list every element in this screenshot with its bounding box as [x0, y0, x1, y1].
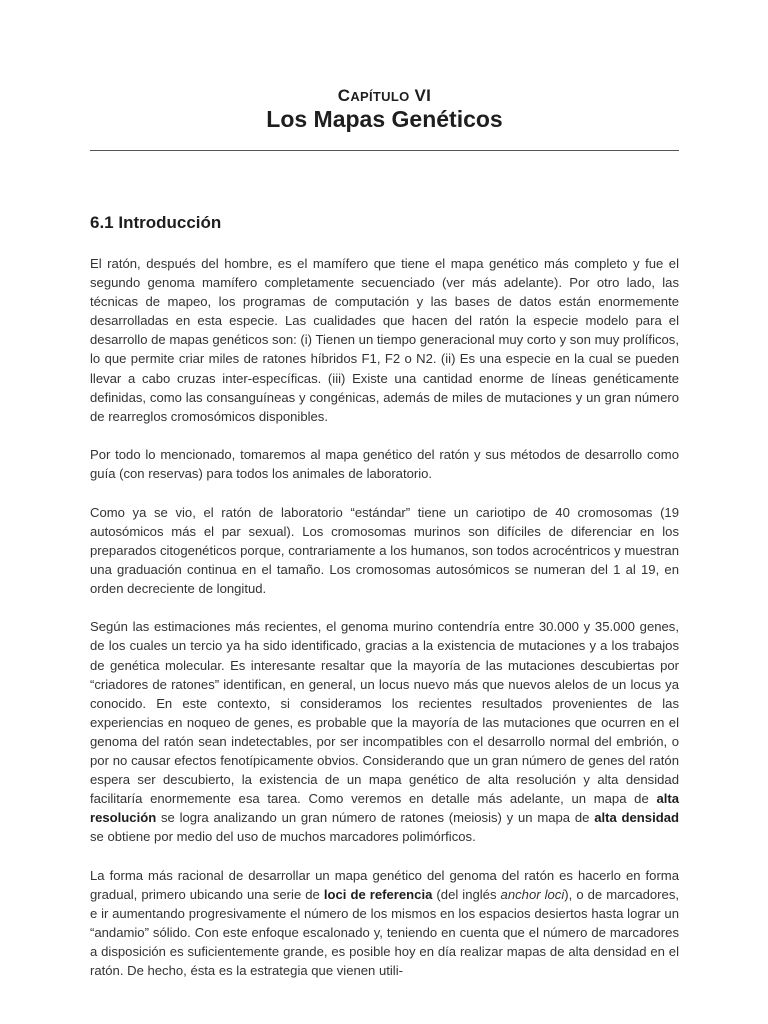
chapter-label-word: APÍTULO [350, 89, 410, 104]
paragraph-4-text: se obtiene por medio del uso de muchos marcadores polimórficos. [90, 829, 476, 845]
paragraph-1: El ratón, después del hombre, es el mamífero que tiene el mapa genético más completo y fue el segundo genoma mamífero completamente secuenciado (ver más adelante). Por otro lado, las técnicas de mapeo, los programas de computación y las bases de datos están enormemente desarrolladas en esta especie. Las cualidades que hacen del ratón la especie modelo para el desarrollo de mapas genéticos son: (i) Tienen un tiempo generacional muy corto y son muy prolíficos, lo que permite criar miles de ratones híbridos F1, F2 o N2. (ii) Es una especie en la cual se pueden llevar a cabo cruzas inter-específicas. (iii) Existe una cantidad enorme de líneas genéticamente definidas, como las consanguíneas y congénicas, además de miles de mutaciones y un gran número de rearreglos cromosómicos disponibles. [90, 256, 679, 424]
paragraph-2: Por todo lo mencionado, tomaremos al mapa genético del ratón y sus métodos de desarrollo como guía (con reservas) para todos los animales de laboratorio. [90, 447, 679, 482]
chapter-title: Los Mapas Genéticos [266, 106, 503, 132]
title-divider [90, 150, 679, 151]
paragraph-4 [90, 617, 679, 846]
paragraph-5-text: ), o de marcadores, e ir aumentando progresivamente el número de los mismos en los espacios desiertos hasta lograr un “andamio” sólido. Con este enfoque escalonado y, teniendo en cuenta que el número de marcadores a disposición es suficientemente grande, es posible hoy en día realizar mapas de alta densidad en el ratón. De hecho, ésta es la estrategia que vienen utili- [90, 886, 680, 979]
chapter-label-initial: C [337, 86, 351, 105]
paragraph-5 [90, 866, 679, 981]
bold-term-alta-densidad: alta densidad [594, 810, 679, 826]
paragraph-5-text: (del inglés [432, 886, 501, 902]
chapter-number: VI [414, 86, 432, 105]
chapter-label [90, 86, 679, 106]
body-text [90, 254, 679, 1000]
bold-term-alta-resolucion: alta resolución [90, 791, 679, 826]
paragraph-3: Como ya se vio, el ratón de laboratorio “estándar” tiene un cariotipo de 40 cromosomas (19 autosómicos más el par sexual). Los cromosomas murinos son difíciles de diferenciar en los preparados citogenéticos porque, contrariamente a los humanos, son todos acrocéntricos y muestran una graduación continua en el tamaño. Los cromosomas autosómicos se numeran del 1 al 19, en orden decreciente de longitud. [90, 504, 679, 596]
paragraph-4-text: se logra analizando un gran número de ratones (meiosis) y un mapa de [156, 810, 595, 826]
bold-term-loci-de-referencia: loci de referencia [323, 886, 433, 902]
paragraph-4-text: Según las estimaciones más recientes, el genoma murino contendría entre 30.000 y 35.000 genes, de los cuales un tercio ya ha sido identificado, gracias a la existencia de mutaciones y a los trabajos de genética molecular. Es interesante resaltar que la mayoría de las mutaciones descubiertas por “criadores de ratones” identifican, en general, un locus nuevo más que nuevos alelos de un locus ya conocido. En este contexto, si consideramos los recientes resultados provenientes de las experiencias en noqueo de genes, es probable que la mayoría de las mutaciones que ocurren en el genoma del ratón sean indetectables, por ser incompatibles con el desarrollo normal del embrión, o por no causar efectos fenotípicamente obvios. Considerando que un gran número de genes del ratón espera ser descubierto, la existencia de un mapa genético de alta resolución y alta densidad facilitaría enormemente esa tarea. Como veremos en detalle más adelante, un mapa de [90, 619, 679, 807]
italic-term-anchor-loci: anchor loci [500, 886, 565, 902]
document-page [90, 0, 679, 1024]
section-heading: 6.1 Introducción [90, 213, 222, 232]
paragraph-5-text: La forma más racional de desarrollar un mapa genético del genoma del ratón es hacerlo en forma gradual, primero ubicando una serie de [90, 867, 679, 902]
